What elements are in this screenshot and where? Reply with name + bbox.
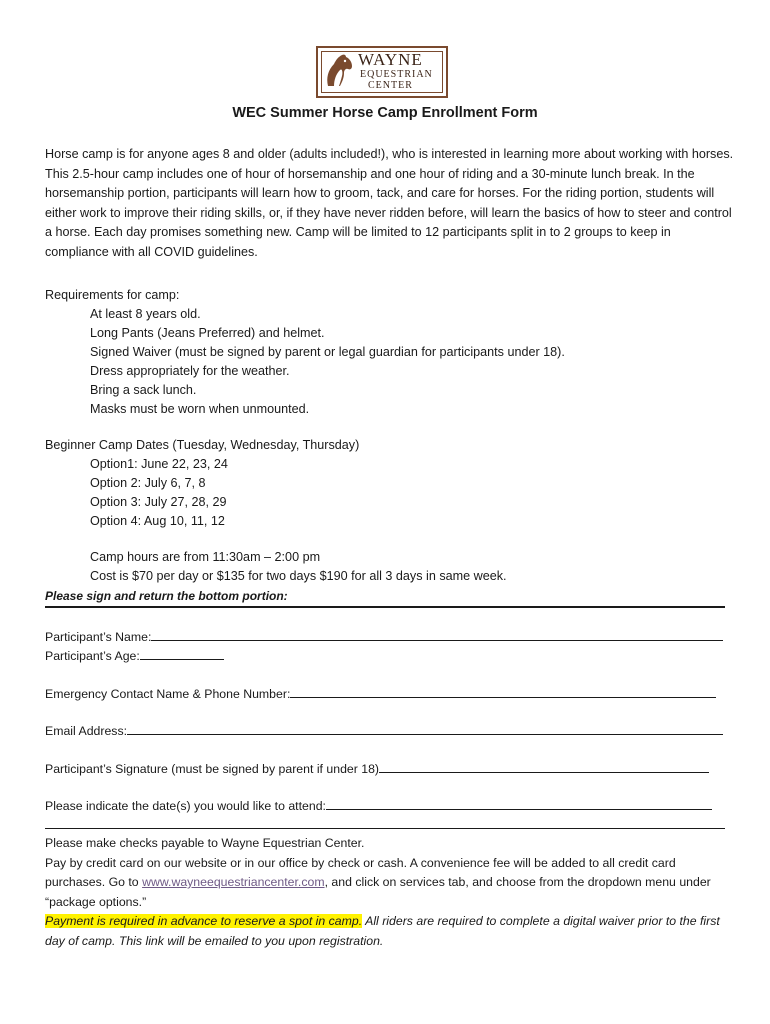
email-line[interactable] (127, 723, 723, 735)
payment-info (45, 834, 735, 951)
participant-age-line[interactable] (140, 648, 224, 660)
advance-payment-text (45, 912, 735, 951)
logo-subline-2: CENTER (368, 80, 413, 91)
emergency-contact-label: Emergency Contact Name & Phone Number: (45, 687, 291, 701)
participant-name-label: Participant’s Name: (45, 630, 152, 644)
checks-payable-text: Please make checks payable to Wayne Equestrian Center. (45, 836, 365, 850)
requirement-item: Signed Waiver (must be signed by parent or legal guardian for participants under 18). (90, 345, 565, 359)
website-link[interactable]: www.wayneequestriancenter.com (142, 875, 325, 889)
requirement-item: Masks must be worn when unmounted. (90, 402, 310, 416)
requirement-item: At least 8 years old. (90, 307, 201, 321)
page-title: WEC Summer Horse Camp Enrollment Form (232, 105, 538, 121)
payment-methods-part2: , and click on services tab, and choose from the dropdown menu under “package options.” (45, 875, 711, 909)
logo-wordmark: WAYNE (358, 50, 423, 69)
attend-dates-line[interactable] (326, 798, 712, 810)
requirements-section (45, 286, 565, 419)
requirement-item: Bring a sack lunch. (90, 383, 197, 397)
date-option: Option 2: July 6, 7, 8 (90, 476, 206, 490)
waiver-notice: All riders are required to complete a digital waiver prior to the first day of camp. This link will be emailed to you upon registration. (45, 914, 720, 948)
signature-line[interactable] (379, 761, 709, 773)
participant-name-field[interactable] (45, 629, 723, 644)
wayne-equestrian-logo (316, 46, 448, 98)
requirement-item: Long Pants (Jeans Preferred) and helmet. (90, 326, 325, 340)
emergency-contact-line[interactable] (290, 686, 716, 698)
emergency-contact-field[interactable] (45, 686, 716, 701)
participant-age-field[interactable] (45, 648, 224, 663)
participant-age-label: Participant’s Age: (45, 649, 140, 663)
attend-dates-field[interactable] (45, 798, 712, 813)
camp-dates-heading: Beginner Camp Dates (Tuesday, Wednesday, Thursday) (45, 438, 360, 452)
requirements-heading: Requirements for camp: (45, 288, 180, 302)
camp-cost: Cost is $70 per day or $135 for two days $190 for all 3 days in same week. (90, 569, 507, 583)
attend-dates-second-line[interactable] (45, 828, 725, 829)
attend-dates-label: Please indicate the date(s) you would like to attend: (45, 799, 326, 813)
signature-label: Participant’s Signature (must be signed by parent if under 18) (45, 762, 380, 776)
camp-dates-section (45, 436, 507, 586)
horse-head-icon (322, 52, 356, 88)
date-option: Option 3: July 27, 28, 29 (90, 495, 227, 509)
section-divider (45, 606, 725, 608)
logo-subline-1: EQUESTRIAN (360, 69, 433, 80)
email-field[interactable] (45, 723, 723, 738)
payment-methods-text (45, 854, 735, 913)
date-option: Option 4: Aug 10, 11, 12 (90, 514, 225, 528)
camp-hours: Camp hours are from 11:30am – 2:00 pm (90, 550, 321, 564)
signature-field[interactable] (45, 761, 709, 776)
email-label: Email Address: (45, 724, 128, 738)
date-option: Option1: June 22, 23, 24 (90, 457, 228, 471)
payment-methods-part1: Pay by credit card on our website or in our office by check or cash. A convenience fee will be added to all credit card purchases. Go to (45, 855, 676, 889)
highlighted-payment-notice: Payment is required in advance to reserve a spot in camp. (45, 914, 363, 928)
participant-name-line[interactable] (151, 629, 723, 641)
return-instruction: Please sign and return the bottom portion: (45, 589, 288, 603)
intro-paragraph: Horse camp is for anyone ages 8 and older (adults included!), who is interested in learning more about working with horses. This 2.5-hour camp includes one of hour of horsemanship and one hour of riding and a 30-minute lunch break. In the horsemanship portion, participants will learn how to groom, tack, and care for horses. For the riding portion, students will either work to improve their riding skills, or, if they have never ridden before, will learn the basics of how to steer and control a horse. Each day promises something new. Camp will be limited to 12 participants split in to 2 groups to keep in compliance with all COVID guidelines. (45, 147, 734, 259)
requirement-item: Dress appropriately for the weather. (90, 364, 290, 378)
